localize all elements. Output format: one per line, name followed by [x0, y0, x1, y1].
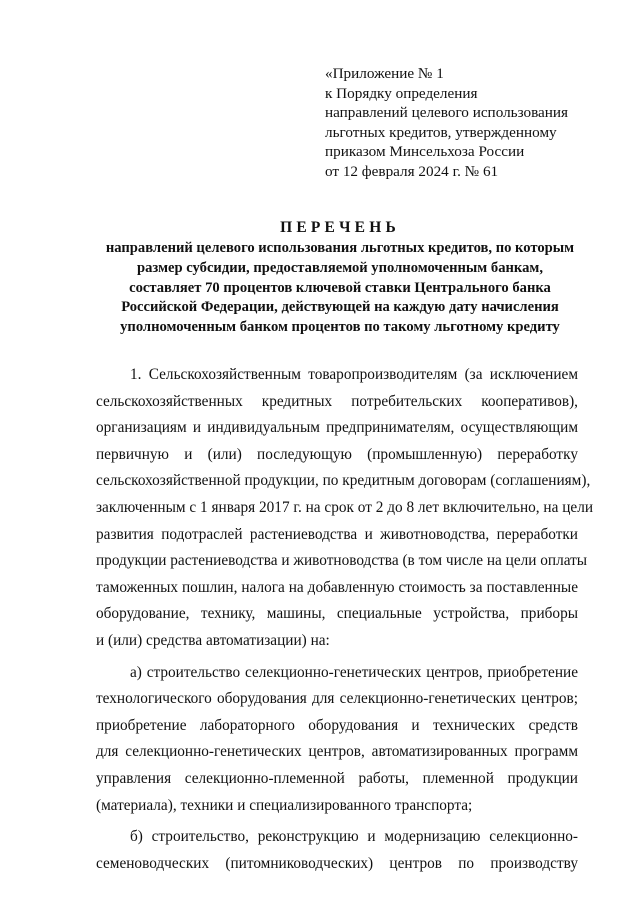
text-line: сельскохозяйственных кредитных потребительских кооперативов),: [96, 392, 578, 410]
text-line: организациям и индивидуальным предпринимателям, осуществляющим: [96, 419, 578, 437]
title-line: размер субсидии, предоставляемой уполномоченным банкам,: [137, 259, 543, 276]
appendix-line: приказом Минсельхоза России: [325, 143, 525, 161]
text-line: и (или) средства автоматизации) на:: [96, 631, 330, 649]
text-line: сельскохозяйственной продукции, по кредитным договорам (соглашениям),: [96, 472, 591, 490]
appendix-line: к Порядку определения: [325, 84, 478, 102]
document-title: [60, 218, 620, 338]
text-line: б) строительство, реконструкцию и модернизацию селекционно-: [130, 828, 578, 846]
appendix-line: направлений целевого использования: [325, 104, 569, 122]
text-line: оборудование, технику, машины, специальные устройства, приборы: [96, 605, 578, 623]
title-line: направлений целевого использования льготных кредитов, по которым: [105, 240, 575, 256]
text-line: технологического оборудования для селекционно-генетических центров;: [96, 690, 578, 708]
text-line: семеноводческих (питомниководческих) центров по производству: [96, 854, 578, 872]
text-line: развития подотраслей растениеводства и животноводства, переработки: [96, 525, 578, 543]
title-heading: ПЕРЕЧЕНЬ: [280, 219, 400, 236]
paragraph-b: [96, 824, 578, 877]
appendix-line: «Приложение № 1: [325, 65, 444, 82]
title-line: составляет 70 процентов ключевой ставки Центрального банка: [129, 279, 551, 296]
document-body: [96, 362, 594, 877]
text-line: (материала), техники и специализированного транспорта;: [96, 796, 473, 814]
text-line: приобретение лабораторного оборудования и технических средств: [96, 716, 578, 734]
text-line: продукции растениеводства и животноводства (в том числе на цели оплаты: [96, 552, 588, 570]
text-line: а) строительство селекционно-генетических центров, приобретение: [130, 663, 578, 681]
paragraph-1: [96, 362, 594, 655]
text-line: 1. Сельскохозяйственным товаропроизводителям (за исключением: [130, 366, 578, 383]
text-line: для селекционно-генетических центров, автоматизированных программ: [96, 743, 578, 761]
appendix-line: льготных кредитов, утвержденному: [325, 123, 557, 141]
title-line: Российской Федерации, действующей на каждую дату начисления: [121, 299, 559, 316]
text-line: заключенным с 1 января 2017 г. на срок от 2 до 8 лет включительно, на цели: [96, 498, 594, 516]
title-line: уполномоченным банком процентов по такому льготному кредиту: [120, 319, 560, 336]
text-line: первичную и (или) последующую (промышленную) переработку: [96, 445, 578, 463]
appendix-reference: [325, 64, 625, 182]
appendix-line: от 12 февраля 2024 г. № 61: [325, 162, 499, 180]
text-line: управления селекционно-племенной работы, племенной продукции: [96, 769, 578, 787]
text-line: таможенных пошлин, налога на добавленную стоимость за поставленные: [96, 578, 578, 596]
paragraph-a: [96, 660, 578, 820]
